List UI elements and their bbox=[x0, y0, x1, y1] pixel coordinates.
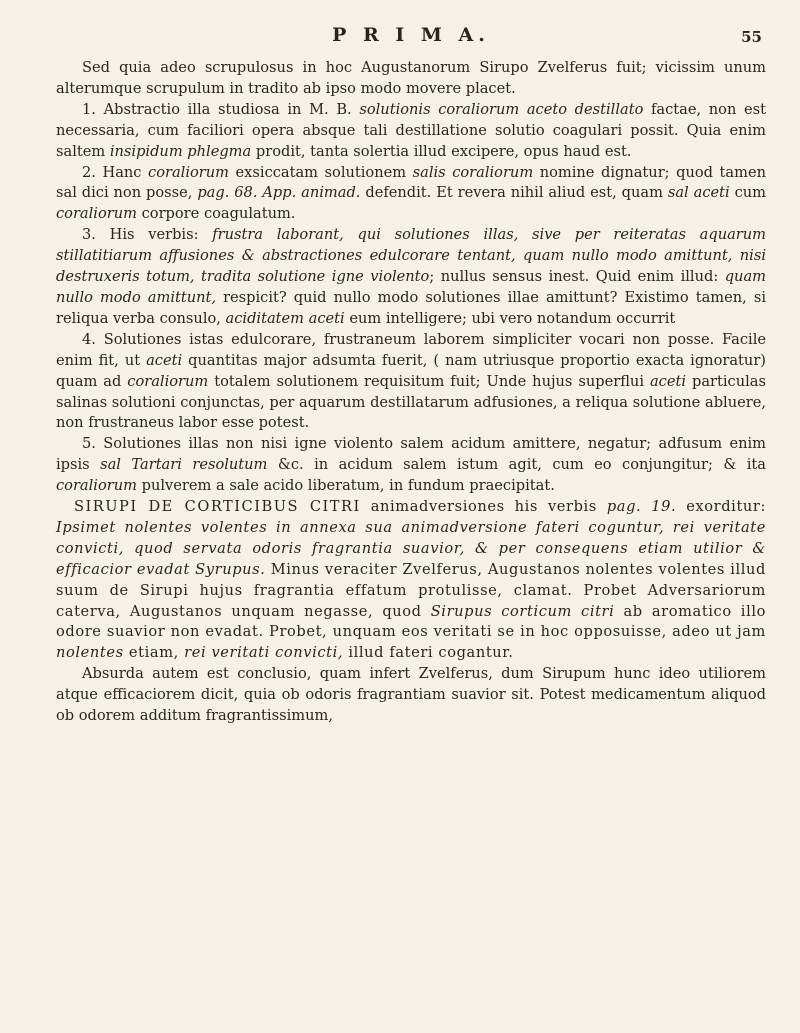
paragraph-2: 2. Hanc coraliorum exsiccatam solutionem salis coraliorum nomine dignatur; quod tamen sal dici non posse, pag. 68. App. animad. defendit. Et revera nihil aliud est, quam sal aceti cum coraliorum corpore coagulatum. bbox=[56, 163, 766, 223]
paragraph-sirupus-citri: SIRUPI DE CORTICIBUS CITRI animadversiones his verbis pag. 19. exorditur: Ipsimet nolentes volentes in annexa sua animadversione fateri coguntur, rei veritate convicti, quod servata odoris fragrantia suavior, & per consequens etiam utilior & efficacior evadat Syrupus. Minus veraciter Zvelferus, Augustanos nolentes volentes illud suum de Sirupi hujus fragrantia effatum protulisse, clamat. Probet Adversariorum caterva, Augustanos unquam negasse, quod Sirupus corticum citri ab aromatico illo odore suavior non evadat. Probet, unquam eos veritati se in hoc opposuisse, adeo ut jam nolentes etiam, rei veritati convicti, illud fateri cogantur. bbox=[56, 498, 766, 662]
body-text bbox=[56, 58, 766, 727]
page-header bbox=[56, 20, 766, 58]
paragraph-5: 5. Solutiones illas non nisi igne violento salem acidum amittere, negatur; adfusum enim ipsis sal Tartari resolutum &c. in acidum salem istum agit, cum eo conjungitur; & ita coraliorum pulverem a sale acido liberatum, in fundum praecipitat. bbox=[56, 435, 766, 495]
paragraph-conclusion: Absurda autem est conclusio, quam infert Zvelferus, dum Sirupum hunc ideo utiliorem atque efficaciorem dicit, quia ob odoris fragrantiam suavior sit. Potest medicamentum aliquod ob odorem additum fragrantissimum, bbox=[56, 665, 766, 725]
paragraph-3: 3. His verbis: frustra laborant, qui solutiones illas, sive per reiteratas aquarum stillatitiarum affusiones & abstractiones edulcorare tentant, quam nullo modo amittunt, nisi destruxeris totum, tradita solutione igne violento; nullus sensus inest. Quid enim illud: quam nullo modo amittunt, respicit? quid nullo modo solutiones illae amittunt? Existimo tamen, si reliqua verba consulo, aciditatem aceti eum intelligere; ubi vero notandum occurrit bbox=[56, 226, 767, 327]
paragraph-intro: Sed quia adeo scrupulosus in hoc Augustanorum Sirupo Zvelferus fuit; vicissim unum alterumque scrupulum in tradito ab ipso modo movere placet. bbox=[56, 59, 766, 97]
paragraph-4: 4. Solutiones istas edulcorare, frustraneum laborem simpliciter vocari non posse. Facile enim fit, ut aceti quantitas major adsumta fuerit, ( nam utriusque proportio exacta ignoratur) quam ad coraliorum totalem solutionem requisitum fuit; Unde hujus superflui aceti particulas salinas solutioni conjunctas, per aquarum destillatarum adfusiones, a reliqua solutione abluere, non frustraneus labor esse potest. bbox=[56, 330, 766, 432]
paragraph-1: 1. Abstractio illa studiosa in M. B. solutionis coraliorum aceto destillato factae, non est necessaria, cum faciliori opera absque tali destillatione solutio coagulari possit. Quia enim saltem insipidum phlegma prodit, tanta solertia illud excipere, opus haud est. bbox=[56, 100, 767, 160]
page-number: 55 bbox=[741, 28, 762, 46]
section-heading: SIRUPI DE CORTICIBUS CITRI bbox=[74, 498, 361, 516]
running-title: P R I M A. bbox=[332, 24, 490, 46]
